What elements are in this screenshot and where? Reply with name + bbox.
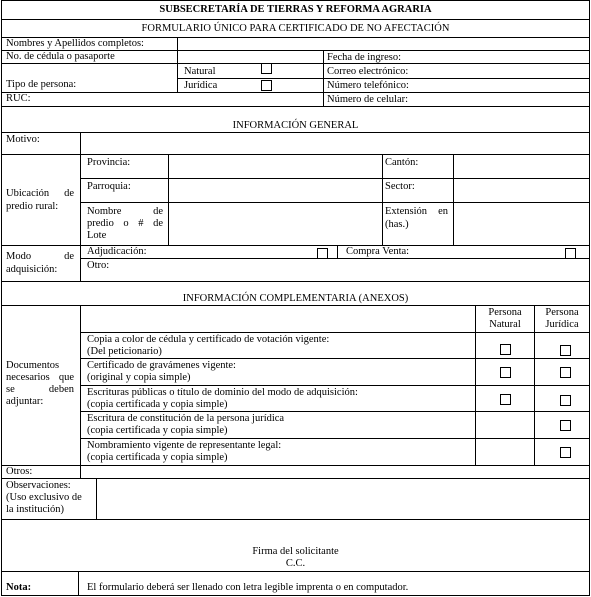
location-label-2: predio rural:	[6, 201, 59, 212]
phone-label: Número telefónico:	[327, 80, 409, 91]
doc-row-3-juridica-checkbox[interactable]	[560, 395, 571, 406]
divider	[80, 178, 590, 179]
divider	[323, 50, 324, 106]
observations-label-2: (Uso exclusivo de	[6, 492, 82, 503]
col-natural-header-2: Natural	[489, 319, 521, 330]
divider	[80, 411, 590, 412]
doc-row-4-detail: (copia certificada y copia simple)	[87, 425, 228, 436]
extension-label: Extensión en	[385, 206, 448, 217]
canton-label: Cantón:	[385, 157, 419, 168]
note-text: El formulario deberá ser llenado con letra legible imprenta o en computador.	[87, 582, 409, 593]
sector-label: Sector:	[385, 181, 415, 192]
doc-row-2-title: Certificado de gravámenes vigente:	[87, 360, 236, 371]
doc-row-2-natural-checkbox[interactable]	[500, 367, 511, 378]
docs-label-4: adjuntar:	[6, 396, 44, 407]
observations-label-3: la institución)	[6, 504, 65, 515]
property-name-label: Nombre de	[87, 206, 163, 217]
acquisition-label: Modo de	[6, 251, 74, 262]
cell-label: Número de celular:	[327, 94, 409, 105]
extension-unit-label: (has.)	[385, 219, 409, 230]
col-juridica-header-2: Jurídica	[545, 319, 579, 330]
signature-cc-label: C.C.	[285, 558, 306, 569]
doc-row-4-juridica-checkbox[interactable]	[560, 420, 571, 431]
names-label: Nombres y Apellidos completos:	[6, 38, 144, 49]
property-name-label-3: Lote	[87, 230, 107, 241]
divider	[1, 519, 590, 520]
divider	[80, 132, 81, 281]
divider	[1, 106, 590, 107]
id-label: No. de cédula o pasaporte	[6, 51, 115, 62]
signature-label: Firma del solicitante	[252, 546, 339, 557]
ruc-label: RUC:	[6, 93, 31, 104]
docs-label-2: necesarios que	[6, 372, 74, 383]
natural-checkbox[interactable]	[261, 63, 272, 74]
doc-row-1-juridica-checkbox[interactable]	[560, 345, 571, 356]
person-type-label: Tipo de persona:	[6, 79, 77, 90]
divider	[80, 438, 590, 439]
divider	[78, 571, 79, 596]
divider	[1, 63, 590, 64]
divider	[80, 332, 590, 333]
observations-label: Observaciones:	[6, 480, 71, 491]
annexes-section-title: INFORMACIÓN COMPLEMENTARIA (ANEXOS)	[182, 293, 409, 304]
compraventa-checkbox[interactable]	[565, 248, 576, 259]
doc-row-3-title: Escrituras públicas o título de dominio del modo de adquisición:	[87, 387, 358, 398]
juridica-option-label: Jurídica	[184, 80, 218, 91]
divider	[1, 281, 590, 282]
divider	[1, 154, 590, 155]
doc-row-2-detail: (original y copia simple)	[87, 372, 191, 383]
doc-row-1-natural-checkbox[interactable]	[500, 344, 511, 355]
divider	[96, 478, 97, 519]
juridica-checkbox[interactable]	[261, 80, 272, 91]
parish-label: Parroquia:	[87, 181, 131, 192]
border-line	[1, 595, 590, 596]
property-name-label-2: predio o # de	[87, 218, 163, 229]
divider	[1, 571, 590, 572]
general-section-title: INFORMACIÓN GENERAL	[232, 120, 359, 131]
natural-option-label: Natural	[184, 66, 216, 77]
doc-row-2-juridica-checkbox[interactable]	[560, 367, 571, 378]
email-label: Correo electrónico:	[327, 66, 409, 77]
docs-label: Documentos	[6, 360, 60, 371]
divider	[1, 305, 590, 306]
divider	[80, 202, 590, 203]
doc-row-4-title: Escritura de constitución de la persona jurídica	[87, 413, 285, 424]
divider	[1, 132, 590, 133]
location-label: Ubicación de	[6, 188, 74, 199]
border-line	[1, 0, 590, 1]
divider	[80, 305, 81, 478]
doc-row-3-detail: (copia certificada y copia simple)	[87, 399, 228, 410]
divider	[177, 78, 590, 79]
doc-row-3-natural-checkbox[interactable]	[500, 394, 511, 405]
divider	[80, 385, 590, 386]
otro-label: Otro:	[87, 260, 110, 271]
divider	[1, 478, 590, 479]
col-natural-header: Persona	[488, 307, 522, 318]
doc-row-5-title: Nombramiento vigente de representante legal:	[87, 440, 282, 451]
divider	[168, 154, 169, 245]
adjudicacion-checkbox[interactable]	[317, 248, 328, 259]
reason-label: Motivo:	[6, 134, 40, 145]
entry-date-label: Fecha de ingreso:	[327, 52, 402, 63]
divider	[177, 37, 178, 92]
acquisition-label-2: adquisición:	[6, 264, 58, 275]
divider	[1, 19, 590, 20]
divider	[1, 92, 590, 93]
docs-label-3: se deben	[6, 384, 74, 395]
note-label: Nota:	[6, 582, 32, 593]
col-juridica-header: Persona	[545, 307, 579, 318]
form-subtitle: FORMULARIO ÚNICO PARA CERTIFICADO DE NO AFECTACIÓN	[141, 23, 450, 34]
divider	[80, 258, 590, 259]
divider	[453, 154, 454, 245]
doc-row-1-detail: (Del peticionario)	[87, 346, 162, 357]
no-afectacion-form	[1, 0, 590, 596]
divider	[337, 245, 338, 258]
doc-row-1-title: Copia a color de cédula y certificado de votación vigente:	[87, 334, 330, 345]
divider	[382, 154, 383, 245]
province-label: Provincia:	[87, 157, 131, 168]
adjudicacion-label: Adjudicación:	[87, 246, 147, 257]
otros-label: Otros:	[6, 466, 33, 477]
doc-row-5-juridica-checkbox[interactable]	[560, 447, 571, 458]
form-header-title: SUBSECRETARÍA DE TIERRAS Y REFORMA AGRARIA	[159, 4, 432, 15]
doc-row-5-detail: (copia certificada y copia simple)	[87, 452, 228, 463]
divider	[80, 358, 590, 359]
divider	[1, 465, 590, 466]
compraventa-label: Compra Venta:	[346, 246, 410, 257]
